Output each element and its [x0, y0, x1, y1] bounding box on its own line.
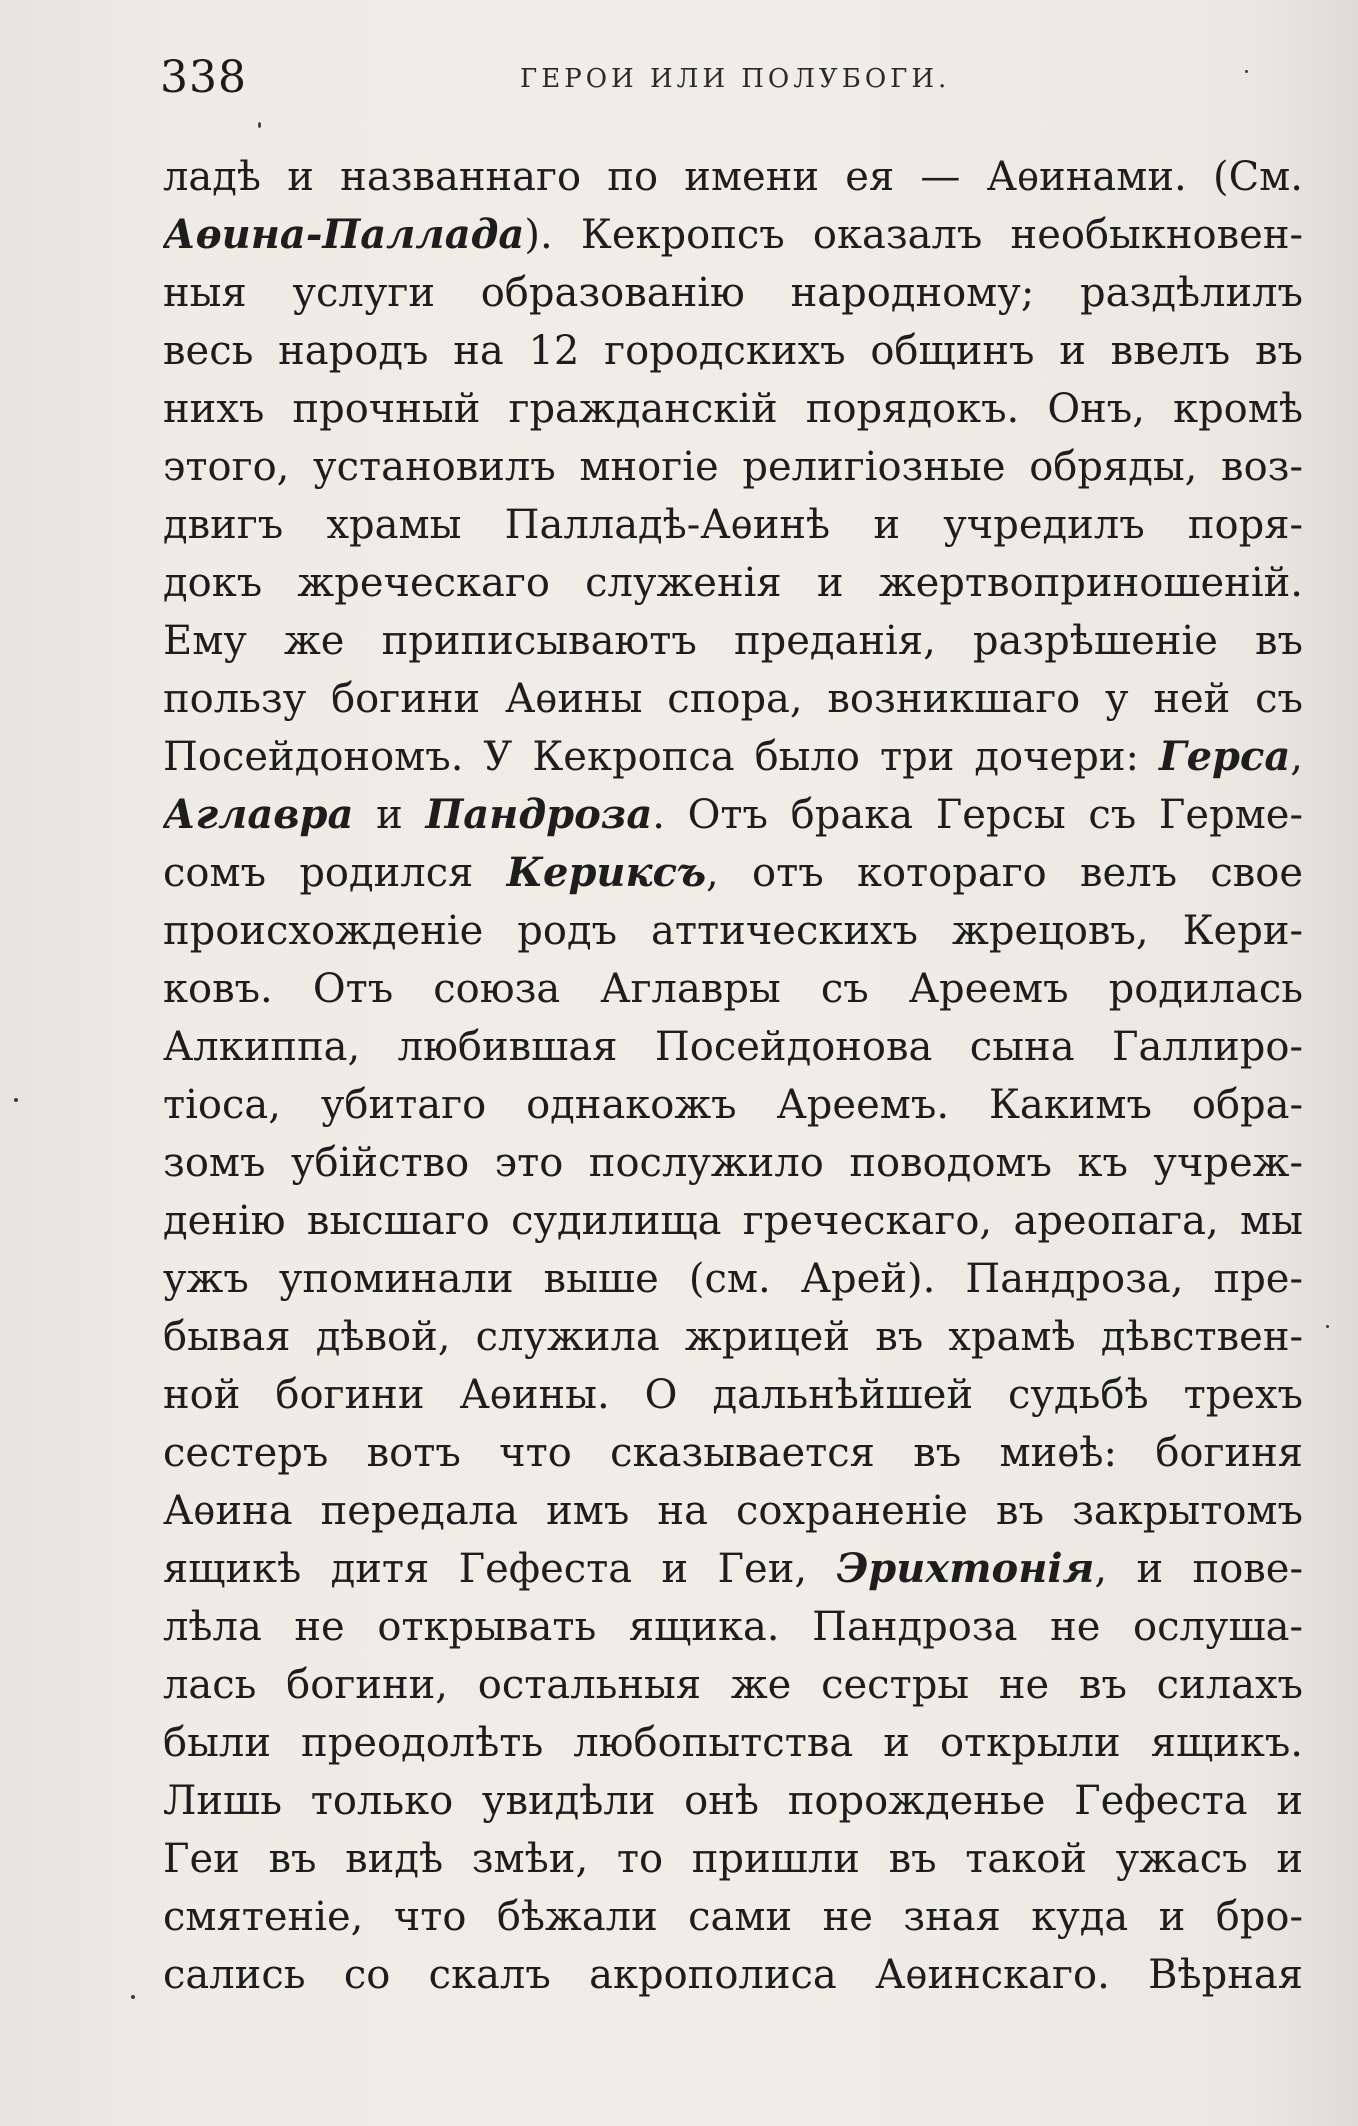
print-speck [131, 1995, 135, 1999]
text-line [163, 1830, 1303, 1888]
text-run: зомъ убійство это послужило поводомъ къ учреж- [163, 1140, 1303, 1186]
text-run: ковъ. Отъ союза Аглавры съ Ареемъ родилась [163, 966, 1303, 1012]
text-line [163, 902, 1303, 960]
text-run: Ему же приписываютъ преданія, разрѣшеніе въ [163, 618, 1303, 664]
text-run: ужъ упоминали выше (см. Арей). Пандроза, пре- [163, 1256, 1303, 1302]
italic-term: Эрихтонія [836, 1545, 1095, 1592]
print-speck [258, 122, 261, 128]
text-run: этого, установилъ многіе религіозные обряды, воз- [163, 444, 1303, 490]
text-line [163, 380, 1303, 438]
text-run: лѣла не открывать ящика. Пандроза не ослуша- [163, 1604, 1303, 1650]
text-run: , отъ котораго велъ свое [706, 850, 1303, 896]
text-run: . Отъ брака Герсы съ Герме- [652, 792, 1303, 838]
text-line [163, 1772, 1303, 1830]
text-run: были преодолѣть любопытства и открыли ящикъ. [163, 1720, 1303, 1766]
text-run: Лишь только увидѣли онѣ порожденье Гефеста и [163, 1778, 1303, 1824]
text-run: ладѣ и названнаго по имени ея — Аѳинами. (См. [163, 154, 1303, 200]
italic-term: Аѳина-Паллада [163, 211, 525, 258]
text-line [163, 1714, 1303, 1772]
text-run: ящикѣ дитя Гефеста и Геи, [163, 1546, 837, 1592]
text-run: происхожденіе родъ аттическихъ жрецовъ, Кери- [163, 908, 1303, 954]
text-run: сестеръ вотъ что сказывается въ миѳѣ: богиня [163, 1430, 1303, 1476]
text-line [163, 844, 1303, 902]
text-run: ной богини Аѳины. О дальнѣйшей судьбѣ трехъ [163, 1372, 1303, 1418]
text-line [163, 1656, 1303, 1714]
text-run: пользу богини Аѳины спора, возникшаго у ней съ [163, 676, 1303, 722]
text-run: Геи въ видѣ змѣи, то пришли въ такой ужасъ и [163, 1836, 1303, 1882]
italic-term: Герса [1158, 733, 1291, 780]
text-run: сались со скалъ акрополиса Аѳинскаго. Вѣрная [163, 1952, 1303, 1998]
italic-term: Кериксъ [506, 849, 707, 896]
text-run: денію высшаго судилища греческаго, ареопага, мы [163, 1198, 1303, 1244]
text-line [163, 206, 1303, 264]
text-line [163, 264, 1303, 322]
text-line [163, 786, 1303, 844]
italic-term: Пандроза [425, 791, 653, 838]
print-speck [14, 1098, 18, 1102]
text-run: Аѳина передала имъ на сохраненіе въ закрытомъ [163, 1488, 1303, 1534]
text-line [163, 1308, 1303, 1366]
text-line [163, 1540, 1303, 1598]
text-line [163, 728, 1303, 786]
text-run: докъ жреческаго служенія и жертвоприношеній. [163, 560, 1303, 606]
text-line [163, 1482, 1303, 1540]
text-line [163, 1192, 1303, 1250]
print-speck [1245, 70, 1248, 73]
text-run: весь народъ на 12 городскихъ общинъ и ввелъ въ [163, 328, 1303, 374]
body-text [163, 148, 1303, 2004]
print-speck [1326, 1325, 1329, 1328]
text-run: и [353, 792, 426, 838]
text-run: Алкиппа, любившая Посейдонова сына Галлиро- [163, 1024, 1303, 1070]
page-header [160, 52, 1310, 112]
text-run: ). Кекропсъ оказалъ необыкновен- [524, 212, 1303, 258]
running-head: ГЕРОИ ИЛИ ПОЛУБОГИ. [520, 64, 951, 94]
text-line [163, 1424, 1303, 1482]
italic-term: Аглавра [163, 791, 354, 838]
text-line [163, 1598, 1303, 1656]
text-run: нихъ прочный гражданскій порядокъ. Онъ, кромѣ [163, 386, 1303, 432]
text-run: , и пове- [1094, 1546, 1303, 1592]
text-run: смятеніе, что бѣжали сами не зная куда и бро- [163, 1894, 1303, 1940]
text-run: бывая дѣвой, служила жрицей въ храмѣ дѣвствен- [163, 1314, 1303, 1360]
text-line [163, 554, 1303, 612]
text-line [163, 612, 1303, 670]
text-line [163, 322, 1303, 380]
text-run: ныя услуги образованію народному; раздѣлилъ [163, 270, 1303, 316]
text-line [163, 1250, 1303, 1308]
text-line [163, 438, 1303, 496]
text-line [163, 1076, 1303, 1134]
text-line [163, 1134, 1303, 1192]
text-run: двигъ храмы Палладѣ-Аѳинѣ и учредилъ поря- [163, 502, 1303, 548]
text-line [163, 1366, 1303, 1424]
text-run: сомъ родился [163, 850, 507, 896]
page-number: 338 [160, 52, 247, 103]
text-line [163, 148, 1303, 206]
text-run: Посейдономъ. У Кекропса было три дочери: [163, 734, 1159, 780]
text-run: тіоса, убитаго однакожъ Ареемъ. Какимъ обра- [163, 1082, 1303, 1128]
text-run: , [1290, 734, 1303, 780]
text-line [163, 1018, 1303, 1076]
text-line [163, 496, 1303, 554]
text-line [163, 1946, 1303, 2004]
text-line [163, 960, 1303, 1018]
text-line [163, 670, 1303, 728]
text-run: лась богини, остальныя же сестры не въ силахъ [163, 1662, 1303, 1708]
text-line [163, 1888, 1303, 1946]
